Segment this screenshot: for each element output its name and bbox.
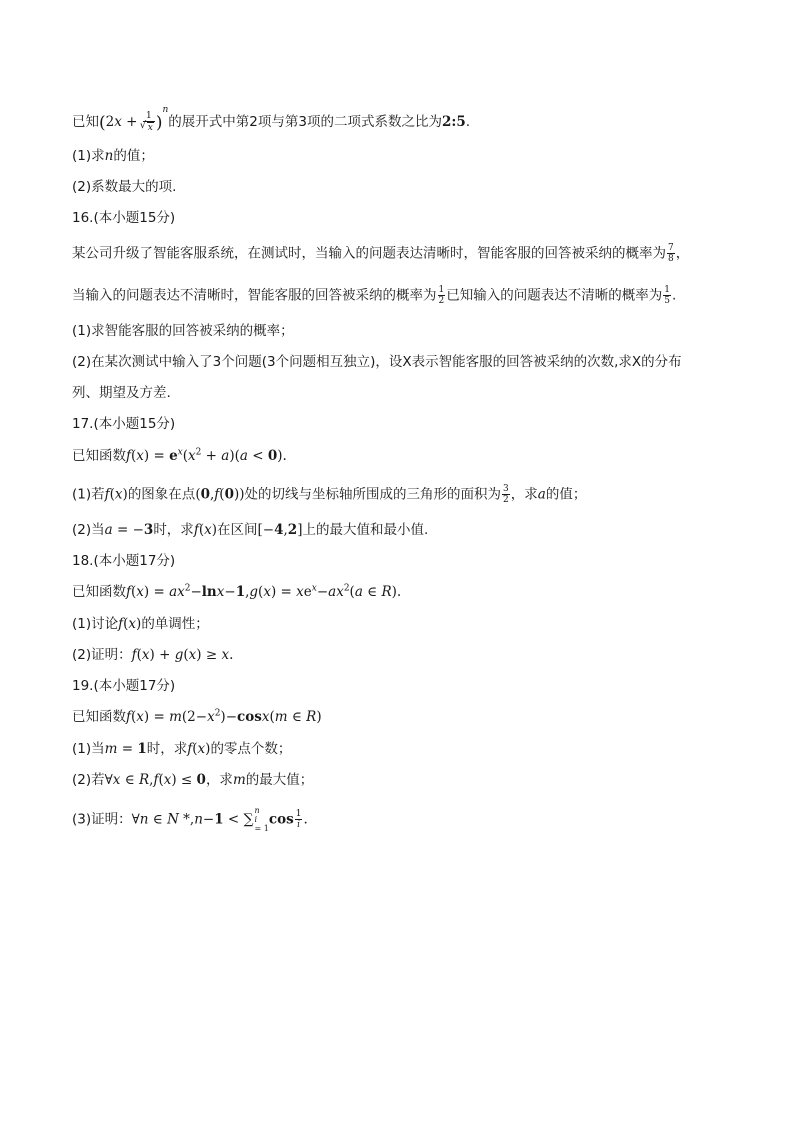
q16-header: 16.(本小题15分)	[72, 210, 176, 226]
intro-line: 已知(2x + 1 √ x )$^n$的展开式中第2项与第3项的二项式系数之比为2:5.	[72, 110, 470, 133]
q18-given: 已知函数$f(x) = ax^2-\ln x-1,g(x) = xe^x-ax^2(a$ ∈ R).	[72, 583, 402, 600]
intro-text: 已知	[72, 114, 99, 130]
q17-header: 17.(本小题15分)	[72, 416, 176, 432]
q16-part1: (1)求智能客服的回答被采纳的概率；	[72, 323, 294, 339]
q18-part1: (1)讨论f(x)的单调性；	[72, 616, 209, 632]
q17-given: 已知函数$f(x) = e^x(x^2 + a)(a < 0)$.	[72, 447, 287, 464]
q17-part2: (2)当a = −3时，求f(x)在区间[−4,2]上的最大值和最小值.	[72, 522, 429, 538]
q19-part3: (3)证明：∀n ∈ N *,n−1 < ∑ n i = 1 cos $\frac{1}{i}$ .	[72, 806, 308, 833]
q19-part2: (2)若∀x ∈ R,f(x) ≤ 0，求m的最大值；	[72, 772, 314, 788]
q19-given: 已知函数$f(x) = m(2-x^2)-\cos x(m$ ∈ R)	[72, 708, 322, 725]
q16-line2: 当输入的问题表达不清晰时，智能客服的回答被采纳的概率为 $\frac{1}{2}$ 已知输入的问题表达不清晰的概率为 $\frac{1}{5}$ .	[72, 285, 677, 306]
q16-part2-line1: (2)在某次测试中输入了3个问题(3个问题相互独立)，设X表示智能客服的回答被采纳的次数,求X的分布	[72, 354, 682, 370]
fraction-one-over-sqrt-x: 1 √ x	[143, 111, 155, 133]
q16-line1: 某公司升级了智能客服系统，在测试时，当输入的问题表达清晰时，智能客服的回答被采纳的概率为 $\frac{7}{8}$ ，	[72, 243, 690, 264]
q17-part1: (1)若f(x)的图象在点(0,f(0))处的切线与坐标轴所围成的三角形的面积为 $\frac{3}{2}$ ，求a的值；	[72, 484, 587, 505]
intro-text: 的展开式中第2项与第3项的二项式系数之比为	[168, 114, 442, 130]
ratio-value: 2:5	[441, 114, 466, 130]
q15-part2: (2)系数最大的项.	[72, 179, 177, 195]
q19-header: 19.(本小题17分)	[72, 678, 176, 694]
q15-part1: (1)求n的值；	[72, 148, 154, 164]
q19-part1: (1)当m = 1时，求f(x)的零点个数；	[72, 741, 292, 757]
q18-part2: (2)证明：f(x) + g(x) ≥ x.	[72, 647, 234, 663]
q16-part2-line2: 列、期望及方差.	[72, 385, 171, 401]
q18-header: 18.(本小题17分)	[72, 553, 176, 569]
